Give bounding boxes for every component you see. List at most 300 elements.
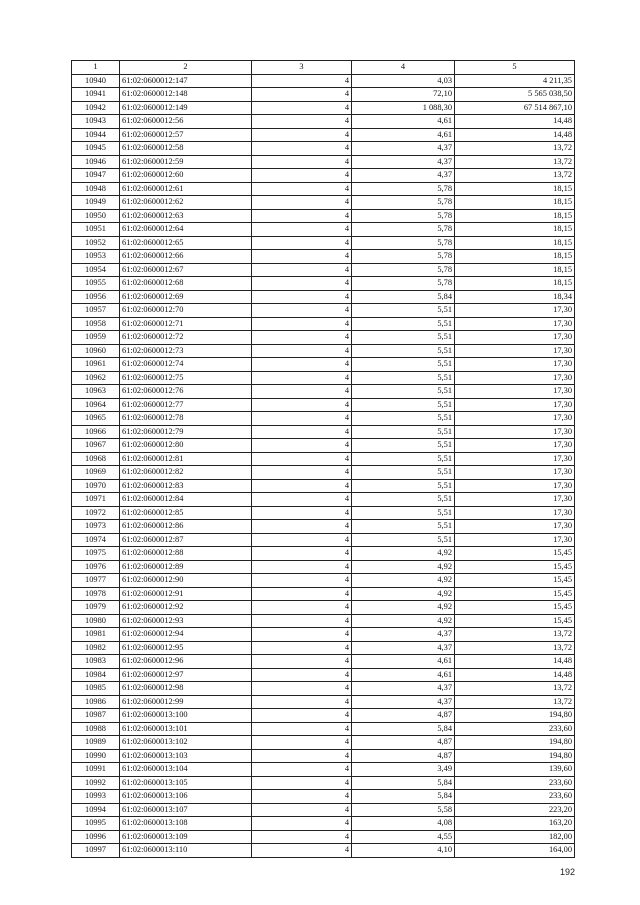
table-cell-col-1: 10979 — [72, 601, 120, 615]
table-cell-col-3: 4 — [252, 250, 352, 264]
table-cell-col-3: 4 — [252, 695, 352, 709]
table-cell-col-5: 14,48 — [455, 668, 575, 682]
table-cell-col-4: 4,08 — [352, 817, 455, 831]
table-row — [72, 641, 575, 655]
table-row — [72, 479, 575, 493]
table-cell-col-5: 17,30 — [455, 520, 575, 534]
table-cell-col-2: 61:02:0600012:68 — [120, 277, 252, 291]
table-row — [72, 439, 575, 453]
table-cell-col-1: 10982 — [72, 641, 120, 655]
table-cell-col-2: 61:02:0600012:57 — [120, 128, 252, 142]
table-cell-col-5: 15,45 — [455, 614, 575, 628]
table-cell-col-4: 4,61 — [352, 668, 455, 682]
table-cell-col-2: 61:02:0600012:58 — [120, 142, 252, 156]
table-cell-col-1: 10996 — [72, 830, 120, 844]
table-row — [72, 101, 575, 115]
table-cell-col-3: 4 — [252, 817, 352, 831]
table-cell-col-5: 17,30 — [455, 331, 575, 345]
table-cell-col-1: 10940 — [72, 74, 120, 88]
table-cell-col-2: 61:02:0600012:65 — [120, 236, 252, 250]
table-cell-col-4: 4,61 — [352, 128, 455, 142]
table-cell-col-3: 4 — [252, 655, 352, 669]
table-cell-col-1: 10970 — [72, 479, 120, 493]
table-header — [72, 61, 575, 75]
table-cell-col-5: 164,00 — [455, 844, 575, 858]
table-cell-col-5: 194,80 — [455, 736, 575, 750]
table-cell-col-5: 13,72 — [455, 641, 575, 655]
table-cell-col-1: 10994 — [72, 803, 120, 817]
table-cell-col-2: 61:02:0600013:102 — [120, 736, 252, 750]
table-cell-col-4: 5,51 — [352, 412, 455, 426]
table-cell-col-3: 4 — [252, 142, 352, 156]
table-cell-col-3: 4 — [252, 196, 352, 210]
table-cell-col-5: 18,15 — [455, 236, 575, 250]
table-row — [72, 331, 575, 345]
table-cell-col-5: 182,00 — [455, 830, 575, 844]
table-cell-col-3: 4 — [252, 736, 352, 750]
table-cell-col-3: 4 — [252, 668, 352, 682]
header-col-3: 3 — [252, 61, 352, 75]
table-cell-col-2: 61:02:0600012:59 — [120, 155, 252, 169]
table-cell-col-5: 17,30 — [455, 452, 575, 466]
table-cell-col-1: 10966 — [72, 425, 120, 439]
table-cell-col-4: 4,37 — [352, 155, 455, 169]
table-cell-col-5: 194,80 — [455, 749, 575, 763]
table-row — [72, 722, 575, 736]
table-cell-col-3: 4 — [252, 169, 352, 183]
table-row — [72, 803, 575, 817]
table-cell-col-3: 4 — [252, 223, 352, 237]
table-cell-col-1: 10964 — [72, 398, 120, 412]
table-cell-col-2: 61:02:0600012:82 — [120, 466, 252, 480]
table-cell-col-5: 18,15 — [455, 209, 575, 223]
table-cell-col-5: 17,30 — [455, 317, 575, 331]
table-cell-col-5: 18,15 — [455, 182, 575, 196]
table-cell-col-3: 4 — [252, 344, 352, 358]
table-cell-col-5: 17,30 — [455, 466, 575, 480]
table-cell-col-3: 4 — [252, 371, 352, 385]
table-cell-col-2: 61:02:0600012:90 — [120, 574, 252, 588]
table-cell-col-4: 4,61 — [352, 115, 455, 129]
table-cell-col-5: 233,60 — [455, 790, 575, 804]
table-cell-col-3: 4 — [252, 304, 352, 318]
table-cell-col-4: 4,10 — [352, 844, 455, 858]
table-row — [72, 209, 575, 223]
table-cell-col-5: 163,20 — [455, 817, 575, 831]
table-cell-col-4: 3,49 — [352, 763, 455, 777]
table-cell-col-2: 61:02:0600012:92 — [120, 601, 252, 615]
table-cell-col-2: 61:02:0600013:109 — [120, 830, 252, 844]
table-cell-col-1: 10962 — [72, 371, 120, 385]
table-cell-col-4: 5,78 — [352, 209, 455, 223]
table-cell-col-1: 10942 — [72, 101, 120, 115]
table-cell-col-1: 10948 — [72, 182, 120, 196]
table-cell-col-5: 13,72 — [455, 142, 575, 156]
table-cell-col-1: 10976 — [72, 560, 120, 574]
table-cell-col-4: 5,51 — [352, 385, 455, 399]
table-row — [72, 425, 575, 439]
table-cell-col-4: 5,84 — [352, 790, 455, 804]
table-cell-col-1: 10943 — [72, 115, 120, 129]
table-cell-col-2: 61:02:0600012:76 — [120, 385, 252, 399]
table-cell-col-3: 4 — [252, 88, 352, 102]
table-row — [72, 452, 575, 466]
table-cell-col-3: 4 — [252, 331, 352, 345]
table-cell-col-4: 5,84 — [352, 722, 455, 736]
table-cell-col-3: 4 — [252, 682, 352, 696]
table-row — [72, 74, 575, 88]
table-body — [72, 74, 575, 857]
table-cell-col-2: 61:02:0600012:81 — [120, 452, 252, 466]
table-cell-col-2: 61:02:0600012:70 — [120, 304, 252, 318]
table-cell-col-4: 5,84 — [352, 290, 455, 304]
table-cell-col-4: 4,87 — [352, 736, 455, 750]
table-cell-col-3: 4 — [252, 587, 352, 601]
table-cell-col-2: 61:02:0600012:62 — [120, 196, 252, 210]
table-cell-col-3: 4 — [252, 466, 352, 480]
table-cell-col-4: 5,51 — [352, 331, 455, 345]
table-cell-col-1: 10963 — [72, 385, 120, 399]
table-cell-col-5: 67 514 867,10 — [455, 101, 575, 115]
table-cell-col-4: 4,37 — [352, 142, 455, 156]
table-cell-col-5: 17,30 — [455, 479, 575, 493]
table-row — [72, 358, 575, 372]
table-cell-col-4: 5,51 — [352, 520, 455, 534]
table-cell-col-2: 61:02:0600012:72 — [120, 331, 252, 345]
table-cell-col-5: 17,30 — [455, 412, 575, 426]
table-cell-col-5: 18,15 — [455, 277, 575, 291]
table-cell-col-4: 4,87 — [352, 709, 455, 723]
table-row — [72, 371, 575, 385]
table-cell-col-3: 4 — [252, 452, 352, 466]
table-cell-col-4: 1 088,30 — [352, 101, 455, 115]
table-cell-col-3: 4 — [252, 601, 352, 615]
table-cell-col-1: 10949 — [72, 196, 120, 210]
table-cell-col-5: 5 565 038,50 — [455, 88, 575, 102]
table-cell-col-3: 4 — [252, 236, 352, 250]
table-cell-col-3: 4 — [252, 547, 352, 561]
table-cell-col-2: 61:02:0600012:148 — [120, 88, 252, 102]
table-cell-col-2: 61:02:0600012:79 — [120, 425, 252, 439]
table-cell-col-1: 10991 — [72, 763, 120, 777]
table-cell-col-4: 4,92 — [352, 601, 455, 615]
table-cell-col-3: 4 — [252, 101, 352, 115]
table-cell-col-4: 4,55 — [352, 830, 455, 844]
table-cell-col-1: 10986 — [72, 695, 120, 709]
table-cell-col-1: 10967 — [72, 439, 120, 453]
table-cell-col-4: 4,87 — [352, 749, 455, 763]
table-cell-col-4: 5,78 — [352, 182, 455, 196]
table-cell-col-5: 18,34 — [455, 290, 575, 304]
table-cell-col-1: 10977 — [72, 574, 120, 588]
table-cell-col-2: 61:02:0600013:110 — [120, 844, 252, 858]
table-cell-col-1: 10956 — [72, 290, 120, 304]
table-row — [72, 466, 575, 480]
table-row — [72, 560, 575, 574]
table-cell-col-3: 4 — [252, 182, 352, 196]
table-cell-col-1: 10944 — [72, 128, 120, 142]
table-cell-col-4: 4,61 — [352, 655, 455, 669]
data-table — [71, 60, 575, 858]
table-row — [72, 142, 575, 156]
table-cell-col-4: 4,37 — [352, 169, 455, 183]
table-cell-col-2: 61:02:0600012:91 — [120, 587, 252, 601]
table-cell-col-1: 10946 — [72, 155, 120, 169]
table-row — [72, 682, 575, 696]
table-row — [72, 709, 575, 723]
table-cell-col-3: 4 — [252, 506, 352, 520]
table-cell-col-3: 4 — [252, 128, 352, 142]
table-cell-col-2: 61:02:0600013:106 — [120, 790, 252, 804]
table-cell-col-5: 233,60 — [455, 722, 575, 736]
table-cell-col-3: 4 — [252, 533, 352, 547]
table-cell-col-4: 5,51 — [352, 479, 455, 493]
table-cell-col-4: 4,37 — [352, 628, 455, 642]
table-row — [72, 128, 575, 142]
table-cell-col-1: 10975 — [72, 547, 120, 561]
table-cell-col-1: 10960 — [72, 344, 120, 358]
table-cell-col-1: 10968 — [72, 452, 120, 466]
table-cell-col-4: 5,51 — [352, 452, 455, 466]
table-cell-col-2: 61:02:0600012:61 — [120, 182, 252, 196]
table-cell-col-5: 17,30 — [455, 533, 575, 547]
table-cell-col-1: 10983 — [72, 655, 120, 669]
table-cell-col-4: 5,51 — [352, 344, 455, 358]
table-cell-col-2: 61:02:0600012:74 — [120, 358, 252, 372]
table-cell-col-1: 10992 — [72, 776, 120, 790]
table-row — [72, 88, 575, 102]
table-cell-col-5: 17,30 — [455, 493, 575, 507]
header-col-5: 5 — [455, 61, 575, 75]
table-cell-col-1: 10941 — [72, 88, 120, 102]
table-cell-col-5: 15,45 — [455, 587, 575, 601]
table-cell-col-4: 4,92 — [352, 574, 455, 588]
table-row — [72, 601, 575, 615]
table-cell-col-2: 61:02:0600012:88 — [120, 547, 252, 561]
table-cell-col-4: 5,78 — [352, 196, 455, 210]
table-row — [72, 547, 575, 561]
table-cell-col-5: 17,30 — [455, 358, 575, 372]
table-cell-col-4: 5,78 — [352, 277, 455, 291]
table-cell-col-2: 61:02:0600012:56 — [120, 115, 252, 129]
table-row — [72, 655, 575, 669]
table-cell-col-1: 10957 — [72, 304, 120, 318]
table-cell-col-1: 10974 — [72, 533, 120, 547]
table-cell-col-3: 4 — [252, 790, 352, 804]
table-cell-col-2: 61:02:0600012:63 — [120, 209, 252, 223]
table-row — [72, 290, 575, 304]
table-cell-col-2: 61:02:0600013:103 — [120, 749, 252, 763]
table-cell-col-3: 4 — [252, 412, 352, 426]
table-cell-col-1: 10969 — [72, 466, 120, 480]
table-cell-col-2: 61:02:0600013:108 — [120, 817, 252, 831]
table-row — [72, 628, 575, 642]
table-cell-col-1: 10988 — [72, 722, 120, 736]
table-cell-col-1: 10993 — [72, 790, 120, 804]
table-cell-col-5: 18,15 — [455, 223, 575, 237]
table-cell-col-2: 61:02:0600012:71 — [120, 317, 252, 331]
table-cell-col-4: 4,37 — [352, 695, 455, 709]
table-cell-col-3: 4 — [252, 385, 352, 399]
table-cell-col-5: 4 211,35 — [455, 74, 575, 88]
header-col-2: 2 — [120, 61, 252, 75]
table-row — [72, 587, 575, 601]
table-cell-col-1: 10971 — [72, 493, 120, 507]
table-cell-col-5: 15,45 — [455, 574, 575, 588]
table-cell-col-3: 4 — [252, 425, 352, 439]
table-cell-col-3: 4 — [252, 803, 352, 817]
table-row — [72, 236, 575, 250]
table-cell-col-5: 15,45 — [455, 560, 575, 574]
table-cell-col-1: 10989 — [72, 736, 120, 750]
table-row — [72, 196, 575, 210]
table-cell-col-4: 4,92 — [352, 560, 455, 574]
table-cell-col-3: 4 — [252, 830, 352, 844]
table-row — [72, 169, 575, 183]
table-cell-col-4: 4,37 — [352, 682, 455, 696]
table-cell-col-5: 194,80 — [455, 709, 575, 723]
table-cell-col-4: 5,51 — [352, 493, 455, 507]
header-col-1: 1 — [72, 61, 120, 75]
table-cell-col-2: 61:02:0600012:93 — [120, 614, 252, 628]
table-cell-col-1: 10945 — [72, 142, 120, 156]
table-cell-col-2: 61:02:0600012:78 — [120, 412, 252, 426]
table-cell-col-2: 61:02:0600012:77 — [120, 398, 252, 412]
table-cell-col-3: 4 — [252, 209, 352, 223]
table-cell-col-4: 5,51 — [352, 425, 455, 439]
table-cell-col-5: 13,72 — [455, 682, 575, 696]
table-cell-col-3: 4 — [252, 628, 352, 642]
table-cell-col-3: 4 — [252, 614, 352, 628]
table-row — [72, 223, 575, 237]
table-cell-col-2: 61:02:0600013:107 — [120, 803, 252, 817]
table-cell-col-4: 4,37 — [352, 641, 455, 655]
table-row — [72, 695, 575, 709]
header-col-4: 4 — [352, 61, 455, 75]
table-cell-col-1: 10990 — [72, 749, 120, 763]
table-cell-col-4: 4,03 — [352, 74, 455, 88]
table-row — [72, 520, 575, 534]
table-cell-col-1: 10984 — [72, 668, 120, 682]
table-cell-col-4: 5,84 — [352, 776, 455, 790]
table-cell-col-1: 10995 — [72, 817, 120, 831]
table-cell-col-4: 5,51 — [352, 533, 455, 547]
table-cell-col-5: 139,60 — [455, 763, 575, 777]
table-cell-col-4: 5,51 — [352, 506, 455, 520]
table-row — [72, 398, 575, 412]
header-row — [72, 61, 575, 75]
table-cell-col-4: 5,51 — [352, 466, 455, 480]
table-cell-col-4: 5,78 — [352, 263, 455, 277]
table-row — [72, 317, 575, 331]
table-cell-col-3: 4 — [252, 358, 352, 372]
table-cell-col-2: 61:02:0600012:96 — [120, 655, 252, 669]
table-cell-col-2: 61:02:0600012:83 — [120, 479, 252, 493]
table-cell-col-5: 17,30 — [455, 506, 575, 520]
table-cell-col-4: 72,10 — [352, 88, 455, 102]
table-cell-col-4: 5,78 — [352, 250, 455, 264]
table-cell-col-1: 10954 — [72, 263, 120, 277]
table-cell-col-4: 5,51 — [352, 317, 455, 331]
table-cell-col-5: 18,15 — [455, 196, 575, 210]
table-cell-col-4: 5,58 — [352, 803, 455, 817]
table-cell-col-1: 10973 — [72, 520, 120, 534]
table-cell-col-4: 5,51 — [352, 371, 455, 385]
table-cell-col-2: 61:02:0600012:97 — [120, 668, 252, 682]
table-cell-col-3: 4 — [252, 763, 352, 777]
table-row — [72, 763, 575, 777]
page-number: 192 — [560, 867, 576, 877]
table-cell-col-2: 61:02:0600013:100 — [120, 709, 252, 723]
table-cell-col-1: 10953 — [72, 250, 120, 264]
table-cell-col-1: 10978 — [72, 587, 120, 601]
table-cell-col-1: 10955 — [72, 277, 120, 291]
table-row — [72, 776, 575, 790]
table-cell-col-3: 4 — [252, 844, 352, 858]
table-cell-col-1: 10980 — [72, 614, 120, 628]
table-cell-col-3: 4 — [252, 439, 352, 453]
table-cell-col-2: 61:02:0600012:80 — [120, 439, 252, 453]
table-cell-col-5: 17,30 — [455, 304, 575, 318]
table-cell-col-3: 4 — [252, 709, 352, 723]
table-cell-col-1: 10997 — [72, 844, 120, 858]
table-cell-col-2: 61:02:0600012:60 — [120, 169, 252, 183]
table-cell-col-2: 61:02:0600012:99 — [120, 695, 252, 709]
table-row — [72, 304, 575, 318]
table-cell-col-4: 4,92 — [352, 614, 455, 628]
table-row — [72, 614, 575, 628]
table-row — [72, 277, 575, 291]
table-cell-col-2: 61:02:0600012:89 — [120, 560, 252, 574]
table-row — [72, 344, 575, 358]
table-cell-col-2: 61:02:0600012:66 — [120, 250, 252, 264]
table-cell-col-5: 17,30 — [455, 439, 575, 453]
table-cell-col-4: 5,51 — [352, 304, 455, 318]
table-cell-col-5: 13,72 — [455, 169, 575, 183]
table-cell-col-3: 4 — [252, 155, 352, 169]
table-cell-col-5: 13,72 — [455, 155, 575, 169]
table-cell-col-2: 61:02:0600013:101 — [120, 722, 252, 736]
table-cell-col-3: 4 — [252, 574, 352, 588]
table-cell-col-3: 4 — [252, 290, 352, 304]
table-cell-col-5: 17,30 — [455, 425, 575, 439]
table-row — [72, 830, 575, 844]
table-cell-col-3: 4 — [252, 749, 352, 763]
table-row — [72, 574, 575, 588]
table-cell-col-1: 10950 — [72, 209, 120, 223]
table-cell-col-2: 61:02:0600012:95 — [120, 641, 252, 655]
table-row — [72, 182, 575, 196]
table-cell-col-1: 10972 — [72, 506, 120, 520]
table-cell-col-3: 4 — [252, 398, 352, 412]
table-cell-col-2: 61:02:0600012:98 — [120, 682, 252, 696]
table-cell-col-4: 5,78 — [352, 236, 455, 250]
table-cell-col-3: 4 — [252, 74, 352, 88]
table-cell-col-3: 4 — [252, 115, 352, 129]
table-cell-col-1: 10961 — [72, 358, 120, 372]
table-cell-col-5: 14,48 — [455, 128, 575, 142]
table-cell-col-3: 4 — [252, 641, 352, 655]
table-row — [72, 749, 575, 763]
table-cell-col-5: 18,15 — [455, 250, 575, 264]
table-row — [72, 493, 575, 507]
table-cell-col-4: 5,51 — [352, 358, 455, 372]
table-cell-col-1: 10985 — [72, 682, 120, 696]
table-row — [72, 115, 575, 129]
table-row — [72, 506, 575, 520]
table-cell-col-3: 4 — [252, 493, 352, 507]
table-cell-col-5: 13,72 — [455, 695, 575, 709]
